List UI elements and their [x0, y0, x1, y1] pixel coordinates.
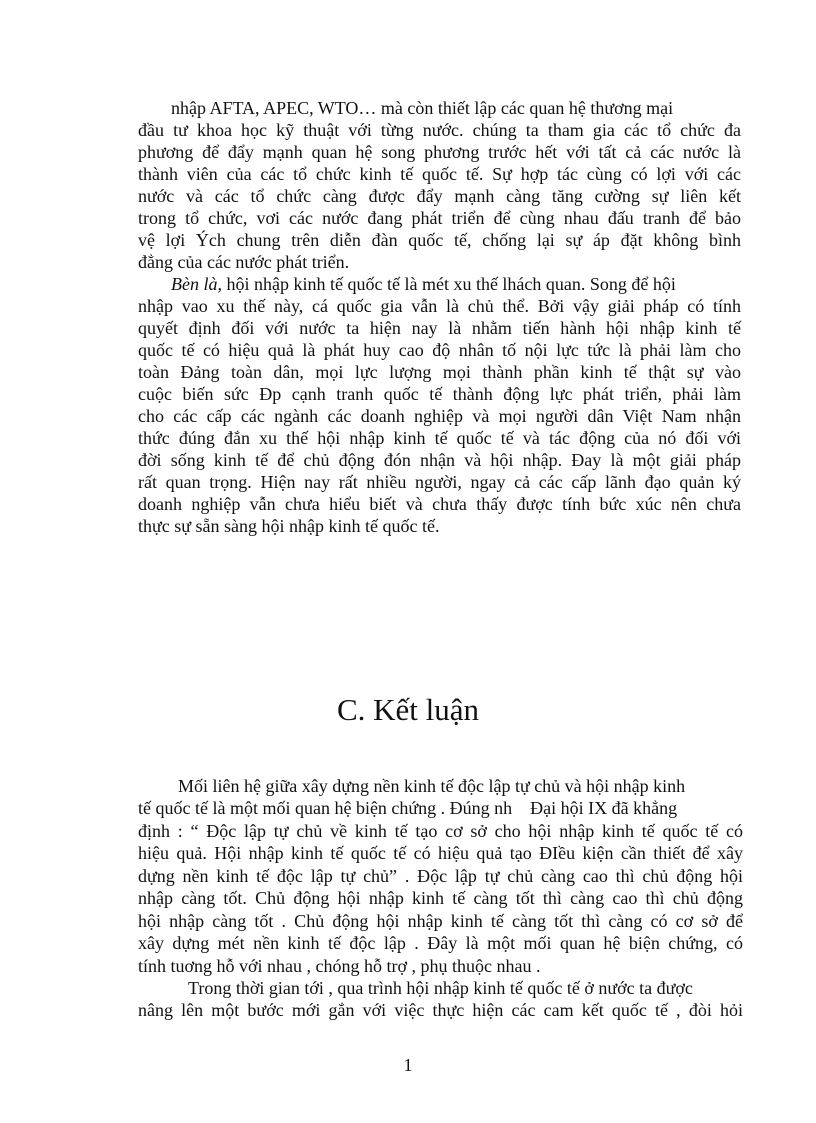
text-line: quyết định đối với nước ta hiện nay là nhằm tiến hành hội nhập kinh tế: [138, 318, 741, 338]
text-line: vệ lợi Ých chung trên diễn đàn quốc tế, chống lại sự áp đặt không bình: [138, 230, 741, 250]
text-line: hội nhập càng tốt . Chủ động hội nhập kinh tế càng tốt thì càng có cơ sở để: [138, 911, 743, 931]
text-line: thành viên của các tổ chức kinh tế quốc tế. Sự hợp tác cùng có lợi với các: [138, 164, 741, 184]
text-line: doanh nghiệp vẫn chưa hiểu biết và chưa thấy được tính bức xúc nên chưa: [138, 494, 741, 514]
text-line: rất quan trọng. Hiện nay rất nhiều người, ngay cả các cấp lãnh đạo quản ký: [138, 472, 741, 492]
text-line: Trong thời gian tới , qua trình hội nhập kinh tế quốc tế ở nước ta được: [188, 978, 693, 998]
text-line: nhập AFTA, APEC, WTO… mà còn thiết lập các quan hệ thương mại: [171, 98, 674, 118]
page-number: 1: [403, 1055, 413, 1075]
text-line: đẳng của các nước phát triển.: [138, 252, 350, 272]
text-line: xây dựng mét nền kinh tế độc lập . Đây là một mối quan hệ biện chứng, có: [138, 933, 743, 953]
text-line: quốc tế có hiệu quả là phát huy cao độ nhân tố nội lực tức là phải làm cho: [138, 340, 741, 360]
text-line: đầu tư khoa học kỹ thuật với từng nước. chúng ta tham gia các tổ chức đa: [138, 120, 741, 140]
text-line: cuộc biến sức Đp cạnh tranh quốc tế thành động lực phát triển, phải làm: [138, 384, 741, 404]
text-line: trong tổ chức, vơi các nước đang phát triển để cùng nhau đấu tranh để bảo: [138, 208, 741, 228]
text-line: hiệu quả. Hội nhập kinh tế quốc tế có hiệu quả tạo ĐIều kiện cần thiết để xây: [138, 843, 743, 863]
text-line: thức đúng đắn xu thế hội nhập kinh tế quốc tế và tác động của nó đối với: [138, 428, 741, 448]
text-line: định : “ Độc lập tự chủ về kinh tế tạo cơ sở cho hội nhập kinh tế quốc tế có: [138, 821, 743, 841]
text-line: cho các cấp các ngành các doanh nghiệp và mọi người dân Việt Nam nhận: [138, 406, 741, 426]
text-line: nhập vao xu thế này, cá quốc gia vẫn là chủ thể. Bởi vậy giải pháp có tính: [138, 296, 741, 316]
text-line: nâng lên một bước mới gắn với việc thực hiện các cam kết quốc tế , đòi hỏi: [138, 1000, 743, 1020]
text-span: hội nhập kinh tế quốc tế là mét xu thế lhách quan. Song để hội: [222, 274, 676, 294]
text-line: thực sự sẵn sàng hội nhập kinh tế quốc tế.: [138, 516, 440, 536]
text-line: nước và các tổ chức càng được đẩy mạnh càng tăng cường sự liên kết: [138, 186, 741, 206]
text-line: tính tuơng hỗ với nhau , chóng hỗ trợ , phụ thuộc nhau .: [138, 956, 541, 976]
text-line: phương để đẩy mạnh quan hệ song phương trước hết với tất cả các nước là: [138, 142, 741, 162]
text-line: nhập càng tốt. Chủ động hội nhập kinh tế càng tốt thì càng cao thì chủ động: [138, 888, 743, 908]
text-line: [171, 273, 676, 295]
text-line: toàn Đảng toàn dân, mọi lực lượng mọi thành phần kinh tế thật sự vào: [138, 362, 741, 382]
text-line: đời sống kinh tế để chủ động đón nhận và hội nhập. Đay là một giải pháp: [138, 450, 741, 470]
section-heading: C. Kết luận: [336, 692, 480, 727]
text-line: Mối liên hệ giữa xây dựng nền kinh tế độc lập tự chủ và hội nhập kinh: [178, 776, 686, 796]
text-line: dựng nền kinh tế độc lập tự chủ” . Độc lập tự chủ càng cao thì chủ động hội: [138, 866, 743, 886]
text-line: tế quốc tế là một mối quan hệ biện chứng . Đúng nh Đại hội IX đã khẳng: [138, 798, 678, 818]
lead-italic-phrase: Bèn là,: [171, 274, 222, 294]
